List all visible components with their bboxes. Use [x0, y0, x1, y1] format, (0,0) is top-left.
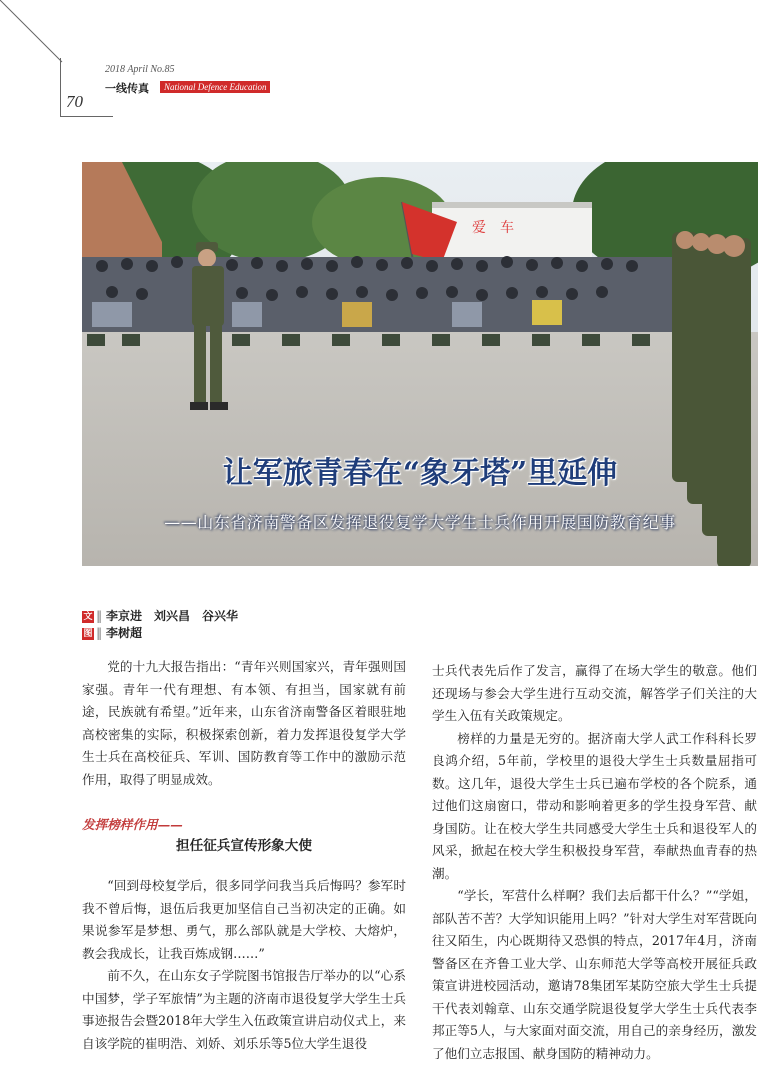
section-heading-block	[82, 815, 406, 857]
left-column	[82, 656, 406, 1055]
page-number: 70	[66, 92, 83, 111]
banner-text: 爱 车	[472, 220, 514, 236]
credit-role-photo: 图	[83, 628, 93, 639]
section-subheading: 担任征兵宣传形象大使	[176, 838, 312, 854]
author-credit: 文 ‖ 李京进 刘兴昌 谷兴华	[83, 609, 239, 623]
hero-photo	[82, 162, 758, 566]
body-paragraph: “回到母校复学后，很多同学问我当兵后悔吗？参军时我不曾后悔，退伍后我更加坚信自己当初决定的正确。如果说参军是梦想、勇气，那么部队就是大学校、大熔炉，教会我成长，让我百炼成钢……”	[82, 878, 406, 961]
body-paragraph: 士兵代表先后作了发言，赢得了在场大学生的敬意。他们还现场与参会大学生进行互动交流，解答学子们关注的大学生入伍有关政策规定。	[432, 663, 757, 723]
body-paragraph: 前不久，在山东女子学院图书馆报告厅举办的以“心系中国梦，学子军旅情”为主题的济南市退役复学大学生士兵事迹报告会暨2018年大学生入伍政策宣讲启动仪式上，来自该学院的崔明浩、刘娇、刘乐乐等5位大学生退役	[82, 968, 406, 1051]
article-subtitle: ——山东省济南警备区发挥退役复学大学生士兵作用开展国防教育纪事	[164, 513, 676, 532]
body-paragraph: 榜样的力量是无穷的。据济南大学人武工作科科长罗良鸿介绍，5年前，学校里的退役大学生士兵数量屈指可数。这几年，退役大学生士兵已遍布学校的各个院系，通过他们这扇窗口，带动和影响着更多的学生投身军营、献身国防。让在校大学生共同感受大学生士兵和退役军人的风采，掀起在校大学生积极投身军营，奉献热血青春的热潮。	[432, 730, 757, 881]
photo-credit: 图 ‖ 李树超	[83, 626, 143, 640]
photographer-name: 李树超	[106, 626, 143, 640]
body-paragraph: “学长，军营什么样啊？我们去后都干什么？”“学姐，部队苦不苦？大学知识能用上吗？”针对大学生对军营既向往又陌生，内心既期待又恐惧的特点，2017年4月，济南警备区在齐鲁工业大学、山东师范大学等高校开展征兵政策宣讲进校园活动，邀请78集团军某防空旅大学生士兵提干代表刘翰章、山东交通学院退役复学大学生士兵代表李邦正等5人，与大家面对面交流，用自己的亲身经历，激发了他们立志报国、献身国防的精神动力。	[432, 888, 757, 1061]
section-english-label: National Defence Education	[160, 81, 270, 93]
credit-role-text: 文	[83, 611, 93, 622]
issue-label: 2018 April No.85	[105, 64, 175, 75]
article-title: 让军旅青春在“象牙塔”里延伸	[222, 456, 618, 491]
intro-paragraph: 党的十九大报告指出：“青年兴则国家兴，青年强则国家强。青年一代有理想、有本领、有担当，国家就有前途，民族就有希望。”近年来，山东省济南警备区着眼驻地高校密集的实际，积极探索创新，着力发挥退役复学大学生士兵在高校征兵、军训、国防教育等工作中的激励示范作用，取得了明显成效。	[82, 659, 406, 787]
right-column	[432, 660, 757, 1065]
section-heading: 发挥榜样作用——	[82, 817, 183, 832]
section-label: 一线传真	[105, 82, 149, 95]
author-names: 李京进 刘兴昌 谷兴华	[106, 609, 239, 623]
